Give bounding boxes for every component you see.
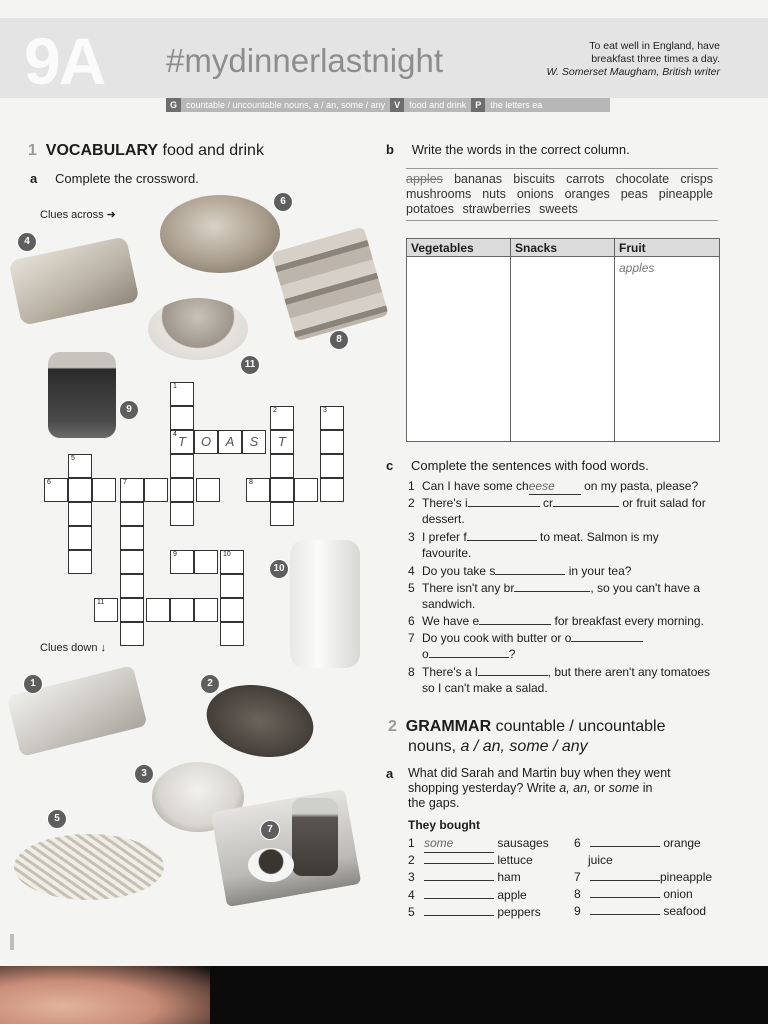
bought-item-8 (574, 886, 693, 903)
sentence-number: 3 (408, 530, 415, 544)
sentence-text: for breakfast every morning. (554, 614, 704, 628)
section-2-title: GRAMMAR (405, 718, 492, 735)
exercise-1b-instruction: Write the words in the correct column. (411, 142, 630, 157)
item-text: juice (588, 853, 613, 867)
crossword-cell[interactable] (194, 430, 218, 454)
word-bank-item: potatoes (406, 202, 454, 216)
crossword-clue-number: 7 (123, 479, 127, 486)
item-text: peppers (497, 905, 541, 919)
crossword-cell[interactable] (194, 598, 218, 622)
crossword-cell[interactable] (146, 598, 170, 622)
crossword-cell[interactable] (68, 454, 92, 478)
word-bank-item: oranges (564, 187, 610, 201)
crossword-cell[interactable] (120, 550, 144, 574)
crossword-cell[interactable] (44, 478, 68, 502)
word-bank-item: bananas (454, 172, 503, 186)
thumb-photo (0, 966, 210, 1024)
crossword-cell[interactable] (270, 430, 294, 454)
sentence-text: We have e (422, 614, 480, 628)
answer-blank[interactable] (467, 540, 537, 541)
word-bank-item: mushrooms (406, 187, 472, 201)
tag-letter-vocabulary: V (390, 98, 404, 112)
crossword-cell[interactable] (170, 502, 194, 526)
word-bank-item: pineapple (658, 187, 713, 201)
quote-line-1: To eat well in England, have (589, 40, 720, 52)
tag-text-pronunciation: the letters ea (490, 100, 543, 110)
item-number: 6 (574, 836, 581, 850)
instruction-text: What did Sarah and Martin buy when they went (408, 766, 671, 780)
sentence-text: sandwich. (422, 597, 476, 611)
crossword-letter: T (278, 434, 286, 449)
crossword-cell[interactable] (68, 550, 92, 574)
section-1-heading (28, 142, 264, 160)
answer-blank[interactable] (553, 506, 619, 507)
word-bank-item: peas (620, 187, 648, 201)
picture-number-badge: 2 (200, 674, 220, 694)
crossword-cell[interactable] (242, 430, 266, 454)
sentence-1 (408, 478, 724, 495)
crossword-cell[interactable] (170, 478, 194, 502)
crossword-cell[interactable] (194, 550, 218, 574)
picture-number-badge: 9 (119, 400, 139, 420)
topic-tag-bar (166, 98, 610, 112)
bought-item-2 (408, 852, 533, 869)
crossword-cell[interactable] (68, 478, 92, 502)
crossword-cell[interactable] (144, 478, 168, 502)
crossword-cell[interactable] (120, 502, 144, 526)
sentence-text: ? (508, 647, 516, 661)
picture-number-badge: 10 (269, 559, 289, 579)
sentence-text: I prefer f (422, 530, 467, 544)
bought-item-6 (574, 835, 701, 869)
exercise-1c (386, 457, 649, 475)
exercise-2a-instruction (408, 766, 724, 811)
crossword-letter: T (178, 434, 186, 449)
crossword-cell[interactable] (220, 598, 244, 622)
crossword-cell[interactable] (294, 478, 318, 502)
crossword-cell[interactable] (120, 478, 144, 502)
unit-number: 9A (24, 24, 105, 98)
section-2-number: 2 (388, 718, 397, 735)
column-divider (614, 239, 615, 441)
instruction-text: in (642, 781, 653, 795)
item-text: orange (663, 836, 701, 850)
section-2-subtitle-line2: nouns, (408, 738, 457, 755)
tag-text-vocabulary: food and drink (409, 100, 467, 110)
tag-text-grammar: countable / uncountable nouns, a / an, some / any (186, 100, 386, 110)
crossword-cell[interactable] (68, 526, 92, 550)
crossword-cell[interactable] (170, 454, 194, 478)
picture-number-badge: 5 (47, 809, 67, 829)
item-number: 2 (408, 853, 415, 867)
exercise-1b-letter: b (386, 142, 394, 157)
item-text: sausages (497, 836, 549, 850)
crossword-cell[interactable] (94, 598, 118, 622)
sentence-number: 8 (408, 665, 415, 679)
answer-blank[interactable] (478, 675, 548, 676)
scan-mark (10, 934, 14, 950)
crossword-cell[interactable] (170, 598, 194, 622)
crossword-cell[interactable] (170, 382, 194, 406)
crossword-cell[interactable] (120, 622, 144, 646)
crossword-cell[interactable] (220, 622, 244, 646)
crossword-clue-number: 11 (97, 599, 105, 606)
they-bought-label: They bought (408, 818, 480, 832)
milk-bottle-image (290, 540, 360, 668)
crossword-cell[interactable] (270, 454, 294, 478)
section-1-subtitle: food and drink (162, 142, 264, 159)
sentence-text: or fruit salad for (622, 496, 706, 510)
answer-blank[interactable] (590, 897, 660, 898)
item-text: pineapple (660, 870, 713, 884)
exercise-1b (386, 141, 630, 159)
exercise-1a (30, 170, 199, 188)
answer-blank[interactable] (424, 915, 494, 916)
crossword-cell[interactable] (270, 406, 294, 430)
section-1-number: 1 (28, 142, 37, 159)
sentence-text: in your tea? (568, 564, 632, 578)
item-number: 4 (408, 888, 415, 902)
crossword-cell[interactable] (320, 430, 344, 454)
instruction-text: shopping yesterday? Write (408, 781, 556, 795)
crossword-cell[interactable] (196, 478, 220, 502)
cafetiere-image (292, 798, 338, 876)
arrow-right-icon: ➜ (106, 209, 116, 221)
sentence-text: so I can't make a salad. (422, 681, 548, 695)
sentence-text: Can I have some ch (422, 479, 529, 493)
word-bank-item: biscuits (513, 172, 555, 186)
instruction-text: or (594, 781, 606, 795)
item-number: 3 (408, 870, 415, 884)
bought-item-7 (574, 869, 712, 886)
clues-across-label (40, 208, 116, 221)
section-2-subtitle: countable / uncountable (495, 718, 666, 735)
sentence-number: 7 (408, 631, 415, 645)
word-bank-item: chocolate (615, 172, 670, 186)
column-header-vegetables: Vegetables (407, 239, 511, 257)
sentence-number: 4 (408, 564, 415, 578)
sentence-text: to meat. Salmon is my (540, 530, 659, 544)
word-bank-item: nuts (482, 187, 506, 201)
picture-number-badge: 4 (17, 232, 37, 252)
jam-jar-image (48, 352, 116, 438)
crossword-cell[interactable] (170, 406, 194, 430)
instruction-text: a, an, (559, 781, 591, 795)
quote-author: W. Somerset Maugham, British writer (546, 66, 720, 78)
cereal-bowl-image (148, 298, 248, 360)
sentence-text: Do you take s (422, 564, 496, 578)
answer-blank[interactable] (495, 574, 565, 575)
coffee-cup-image (248, 848, 294, 882)
item-number: 5 (408, 905, 415, 919)
answer-blank[interactable]: eese (529, 478, 581, 495)
answer-blank[interactable] (424, 898, 494, 899)
sentence-number: 1 (408, 479, 415, 493)
clues-down-text: Clues down (40, 642, 98, 654)
crossword-cell[interactable] (120, 574, 144, 598)
fruit-example-answer: apples (619, 261, 655, 275)
section-2-heading (388, 717, 728, 757)
crossword-clue-number: 2 (273, 407, 277, 414)
picture-number-badge: 11 (240, 355, 260, 375)
answer-blank[interactable]: some (424, 835, 494, 853)
bought-item-4 (408, 887, 527, 904)
tag-letter-grammar: G (166, 98, 181, 112)
item-number: 1 (408, 836, 415, 850)
answer-blank[interactable] (429, 657, 509, 658)
word-bank-item: carrots (566, 172, 605, 186)
bought-item-3 (408, 869, 521, 886)
exercise-1a-letter: a (30, 171, 38, 186)
sentence-text: Do you cook with butter or o (422, 631, 572, 645)
clues-down-label (40, 642, 106, 654)
sentence-2 (408, 495, 724, 527)
crossword-cell[interactable] (68, 502, 92, 526)
instruction-text: some (608, 781, 640, 795)
word-bank (406, 168, 718, 221)
answer-blank[interactable] (590, 846, 660, 847)
instruction-text: the gaps. (408, 796, 460, 810)
crossword-clue-number: 5 (71, 455, 75, 462)
crossword-cell[interactable] (170, 430, 194, 454)
item-number: 9 (574, 904, 581, 918)
word-bank-item: sweets (539, 202, 578, 216)
bought-item-9 (574, 903, 706, 920)
sentence-number: 5 (408, 581, 415, 595)
crossword-cell[interactable] (220, 574, 244, 598)
food-category-table (406, 238, 720, 442)
chips-plate-image (14, 834, 164, 900)
sentence-text: dessert. (422, 512, 465, 526)
crossword-cell[interactable] (320, 454, 344, 478)
sentence-8 (408, 664, 724, 696)
crossword-cell[interactable] (320, 478, 344, 502)
picture-number-badge: 6 (273, 192, 293, 212)
sentence-text: on my pasta, please? (584, 479, 699, 493)
section-1-title: VOCABULARY (45, 142, 159, 159)
exercise-1c-instruction: Complete the sentences with food words. (411, 458, 649, 473)
roast-chicken-image (160, 195, 280, 273)
item-text: lettuce (497, 853, 533, 867)
crossword-cell[interactable] (120, 598, 144, 622)
quote-line-2: breakfast three times a day. (591, 53, 720, 65)
tag-letter-pronunciation: P (471, 98, 485, 112)
crossword-cell[interactable] (120, 526, 144, 550)
sentence-6 (408, 613, 724, 629)
column-header-fruit: Fruit (615, 239, 719, 257)
item-text: seafood (663, 904, 707, 918)
word-bank-item: crisps (680, 172, 713, 186)
answer-blank[interactable] (590, 914, 660, 915)
sentence-text: There's a l (422, 665, 478, 679)
sentence-text: , so you can't have a (590, 581, 701, 595)
answer-blank[interactable] (424, 880, 494, 881)
sentence-text: , but there aren't any tomatoes (547, 665, 711, 679)
arrow-down-icon: ↓ (100, 642, 107, 654)
item-text: onion (663, 887, 693, 901)
crossword-cell[interactable] (320, 406, 344, 430)
item-number: 8 (574, 887, 581, 901)
crossword-cell[interactable] (270, 478, 294, 502)
answer-blank[interactable] (571, 641, 643, 642)
sentence-5 (408, 580, 724, 612)
exercise-1a-instruction: Complete the crossword. (55, 171, 199, 186)
word-bank-item: onions (516, 187, 554, 201)
crossword-letter: A (225, 434, 235, 449)
picture-number-badge: 3 (134, 764, 154, 784)
picture-number-badge: 8 (329, 330, 349, 350)
item-text: apple (497, 888, 527, 902)
crossword-clue-number: 4 (173, 431, 177, 438)
crossword-letter: S (249, 434, 259, 449)
answer-blank[interactable] (590, 880, 660, 881)
answer-blank[interactable] (424, 863, 494, 864)
section-2-subtitle-italic: a / an, some / any (460, 738, 588, 755)
crossword-clue-number: 9 (173, 551, 177, 558)
sentence-text: favourite. (422, 546, 472, 560)
crossword-letter: O (200, 434, 212, 449)
unit-title: #mydinnerlastnight (166, 42, 443, 79)
sentence-text: o (422, 647, 429, 661)
crossword-clue-number: 1 (173, 383, 177, 390)
crossword-clue-number: 8 (249, 479, 253, 486)
word-bank-item: apples (406, 172, 443, 186)
crossword-clue-number: 10 (223, 551, 231, 558)
crossword-cell[interactable] (170, 550, 194, 574)
sentence-number: 6 (408, 614, 415, 628)
crossword-clue-number: 3 (323, 407, 327, 414)
crossword-clue-number: 6 (47, 479, 51, 486)
sentence-4 (408, 563, 724, 579)
clues-across-text: Clues across (40, 209, 104, 221)
answer-blank[interactable] (468, 506, 540, 507)
sentence-text: cr (542, 496, 553, 510)
crossword-cell[interactable] (220, 550, 244, 574)
answer-blank[interactable] (479, 624, 551, 625)
sentence-text: There's i (422, 496, 468, 510)
exercise-2a (386, 766, 722, 810)
bought-item-1 (408, 835, 549, 853)
crossword-cell[interactable] (92, 478, 116, 502)
quote (498, 40, 720, 79)
crossword-cell[interactable] (270, 502, 294, 526)
crossword-cell[interactable] (246, 478, 270, 502)
picture-number-badge: 7 (260, 820, 280, 840)
bought-item-5 (408, 904, 541, 921)
sentence-text: There isn't any br (422, 581, 515, 595)
exercise-1c-letter: c (386, 458, 394, 473)
picture-number-badge: 1 (23, 674, 43, 694)
column-divider (510, 239, 511, 441)
sentence-3 (408, 529, 724, 561)
column-header-snacks: Snacks (511, 239, 615, 257)
sentence-7 (408, 630, 724, 662)
item-text: ham (497, 870, 521, 884)
crossword-cell[interactable] (218, 430, 242, 454)
exercise-2a-letter: a (386, 766, 394, 781)
item-number: 7 (574, 870, 581, 884)
answer-blank[interactable] (514, 591, 590, 592)
sentence-number: 2 (408, 496, 415, 510)
cake-image (271, 227, 389, 342)
word-bank-item: strawberries (462, 202, 531, 216)
